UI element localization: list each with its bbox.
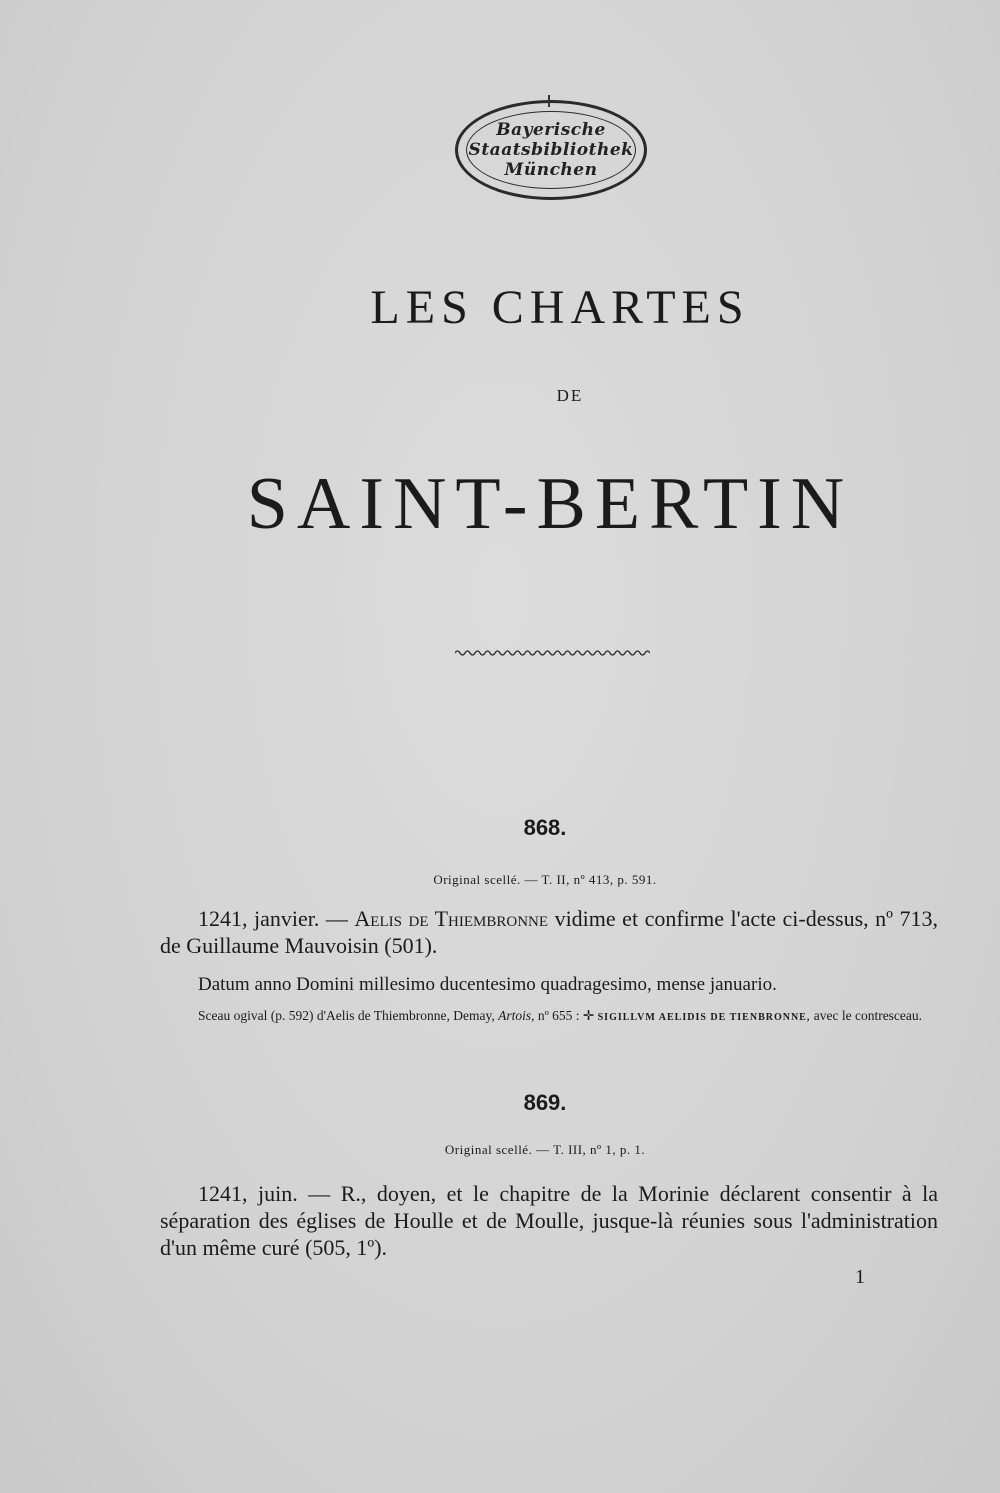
entry-868-summary: vidime et confirme l'acte ci-dessus, nº 713, de Guillaume Mauvoisin (501). bbox=[160, 906, 938, 958]
title-line-3: SAINT-BERTIN bbox=[246, 463, 854, 545]
entry-868-latin-clause: Datum anno Domini millesimo ducentesimo quadragesimo, mense januario. bbox=[198, 974, 777, 995]
stamp-line-3: München bbox=[504, 160, 598, 180]
entry-869-source: Original scellé. — T. III, nº 1, p. 1. bbox=[444, 1142, 646, 1157]
seal-legend: SIGILLVM AELIDIS DE TIENBRONNE, bbox=[597, 1012, 811, 1023]
seal-note-text: Sceau ogival (p. 592) d'Aelis de Thiembronne, Demay, bbox=[198, 1008, 495, 1023]
seal-note-italic: Artois bbox=[498, 1008, 532, 1023]
entry-869-text bbox=[160, 1180, 938, 1261]
stamp-line-1: Bayerische bbox=[496, 120, 606, 140]
entry-869-number: 869. bbox=[523, 1090, 567, 1115]
entry-868-date: 1241, janvier. — bbox=[198, 906, 348, 931]
stamp-tick-mark bbox=[548, 95, 558, 107]
title-line-2: DE bbox=[556, 386, 584, 405]
entry-868-person: Aelis de Thiembronne bbox=[354, 906, 549, 931]
entry-868-number: 868. bbox=[523, 815, 567, 840]
library-stamp bbox=[455, 100, 647, 200]
entry-868-seal-note bbox=[160, 1008, 940, 1025]
ornamental-rule bbox=[455, 648, 650, 658]
entry-869-summary: R., doyen, et le chapitre de la Morinie déclarent consentir à la séparation des églises de Houlle et de Moulle, jusque-là réunies sous l'administration d'un même curé (505, 1º). bbox=[160, 1181, 939, 1260]
entry-869-date: 1241, juin. — bbox=[198, 1181, 331, 1206]
stamp-inner-ring bbox=[466, 111, 636, 189]
seal-note-ref: , nº 655 : ✛ bbox=[531, 1008, 595, 1023]
title-line-1: LES CHARTES bbox=[370, 281, 750, 334]
seal-note-end: avec le contresceau. bbox=[813, 1008, 923, 1023]
page-number: 1 bbox=[855, 1266, 865, 1288]
stamp-line-2: Staatsbibliothek bbox=[468, 140, 634, 160]
entry-868-source: Original scellé. — T. II, nº 413, p. 591. bbox=[433, 872, 657, 887]
entry-868-text bbox=[160, 905, 938, 959]
